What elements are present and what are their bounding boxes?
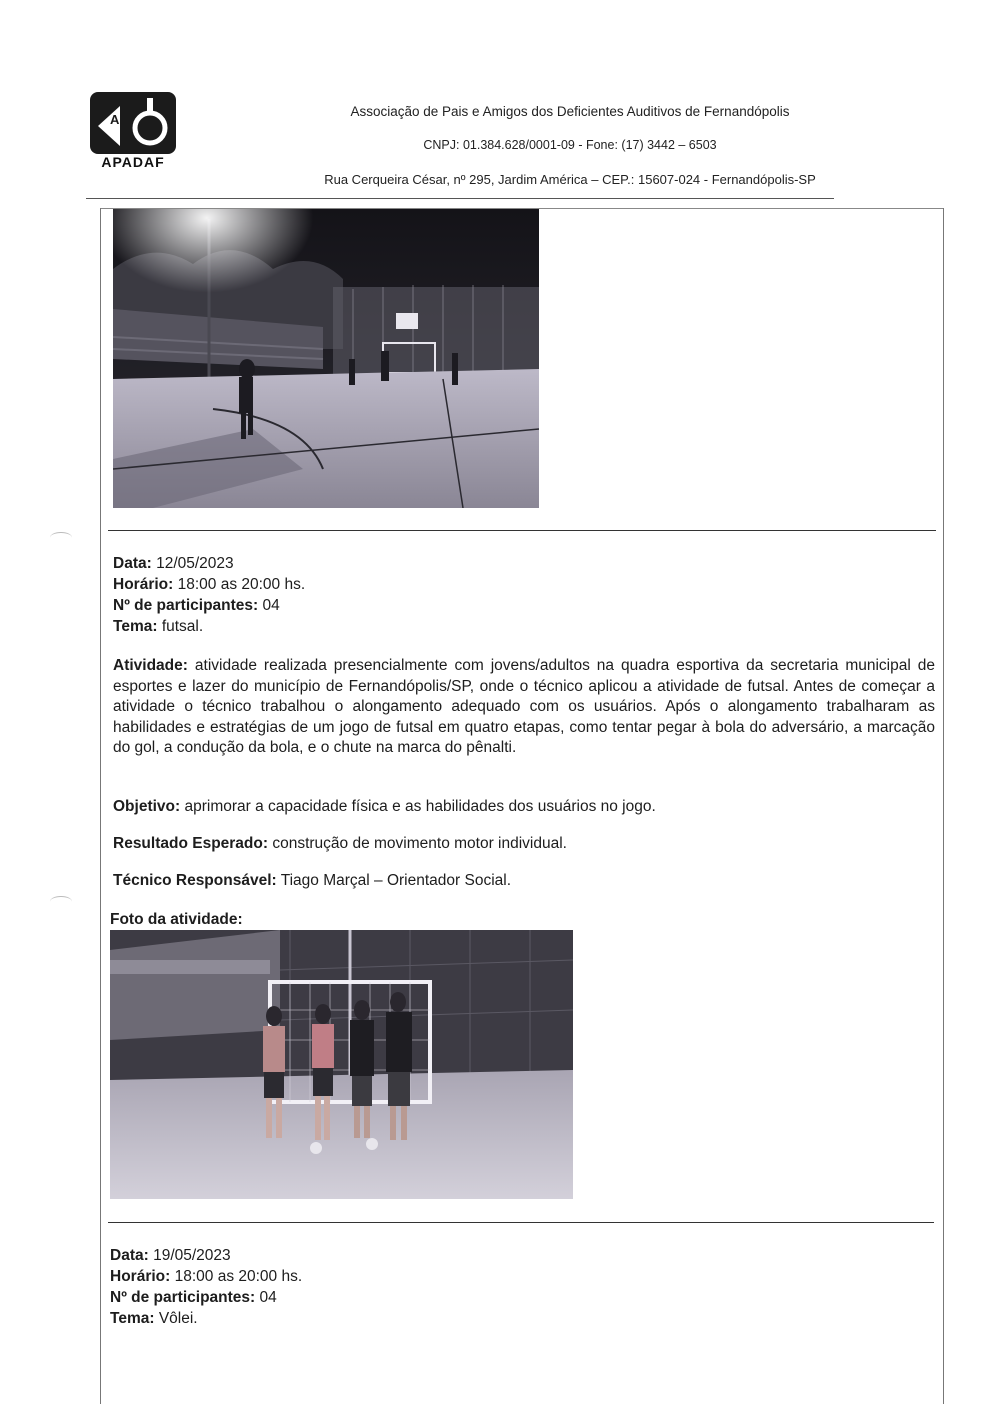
cnpj-line: CNPJ: 01.384.628/0001-09 - Fone: (17) 3442 – 6503 xyxy=(423,138,717,152)
time-value: 18:00 as 20:00 hs. xyxy=(173,576,306,593)
participants-value: 04 xyxy=(255,1289,277,1306)
logo-text: APADAF xyxy=(101,154,165,170)
participants-value: 04 xyxy=(258,597,280,614)
frame-left-border xyxy=(100,208,101,1404)
result-label: Resultado Esperado: xyxy=(113,835,269,852)
time-label: Horário: xyxy=(110,1268,171,1285)
entry1-participants xyxy=(113,596,935,617)
ear-icon xyxy=(90,92,176,154)
date-label: Data: xyxy=(110,1247,149,1264)
time-value: 18:00 as 20:00 hs. xyxy=(170,1268,303,1285)
entry2-date xyxy=(110,1246,932,1267)
entry2-participants xyxy=(110,1288,932,1309)
date-label: Data: xyxy=(113,555,152,572)
objective-label: Objetivo: xyxy=(113,798,181,815)
logo-letter: A xyxy=(110,112,120,127)
theme-label: Tema: xyxy=(110,1310,155,1327)
logo-emblem xyxy=(90,92,176,154)
entry1-technician xyxy=(113,871,935,892)
theme-label: Tema: xyxy=(113,618,158,635)
date-value: 12/05/2023 xyxy=(151,555,234,572)
participants-label: Nº de participantes: xyxy=(113,597,259,614)
entry2-theme xyxy=(110,1309,932,1330)
entry2-time xyxy=(110,1267,932,1288)
frame-right-border xyxy=(943,208,944,1404)
entry1-expected-result xyxy=(113,834,935,855)
entry1-time xyxy=(113,575,935,596)
entry1-date xyxy=(113,554,935,575)
entry1-activity xyxy=(113,656,935,759)
scan-mark xyxy=(50,532,72,543)
theme-value: Vôlei. xyxy=(154,1310,198,1327)
section-divider xyxy=(108,530,936,531)
technician-text: Tiago Marçal – Orientador Social. xyxy=(276,872,512,889)
time-label: Horário: xyxy=(113,576,174,593)
entry1-photo-label: Foto da atividade: xyxy=(110,911,243,928)
activity-label: Atividade: xyxy=(113,657,188,674)
address-line: Rua Cerqueira César, nº 295, Jardim América – CEP.: 15607-024 - Fernandópolis-SP xyxy=(324,172,816,187)
org-name: Associação de Pais e Amigos dos Deficientes Auditivos de Fernandópolis xyxy=(350,104,790,119)
apadaf-logo xyxy=(88,92,178,172)
activity-text: atividade realizada presencialmente com jovens/adultos na quadra esportiva da secretaria municipal de esportes e lazer do município de Fernandópolis/SP, onde o técnico aplicou a atividade de futsal. Antes de começar a atividade o técnico trabalhou o alongamento adequado com os usuários. Após o alongamento trabalharam as habilidades e estratégias de um jogo de futsal em quatro etapas, como tentar pegar à bola do adversário, a marcação do gol, a condução da bola, e o chute na marca do pênalti. xyxy=(113,657,935,757)
result-text: construção de movimento motor individual. xyxy=(268,835,567,852)
technician-label: Técnico Responsável: xyxy=(113,872,277,889)
scan-mark xyxy=(50,896,72,907)
date-value: 19/05/2023 xyxy=(148,1247,231,1264)
entry1-theme xyxy=(113,617,935,638)
court-night-photo xyxy=(113,209,539,508)
section-divider xyxy=(108,1222,934,1223)
group-goal-photo xyxy=(110,930,573,1199)
theme-value: futsal. xyxy=(157,618,204,635)
objective-text: aprimorar a capacidade física e as habilidades dos usuários no jogo. xyxy=(180,798,656,815)
header-divider xyxy=(86,198,834,199)
participants-label: Nº de participantes: xyxy=(110,1289,256,1306)
entry1-objective xyxy=(113,797,935,818)
